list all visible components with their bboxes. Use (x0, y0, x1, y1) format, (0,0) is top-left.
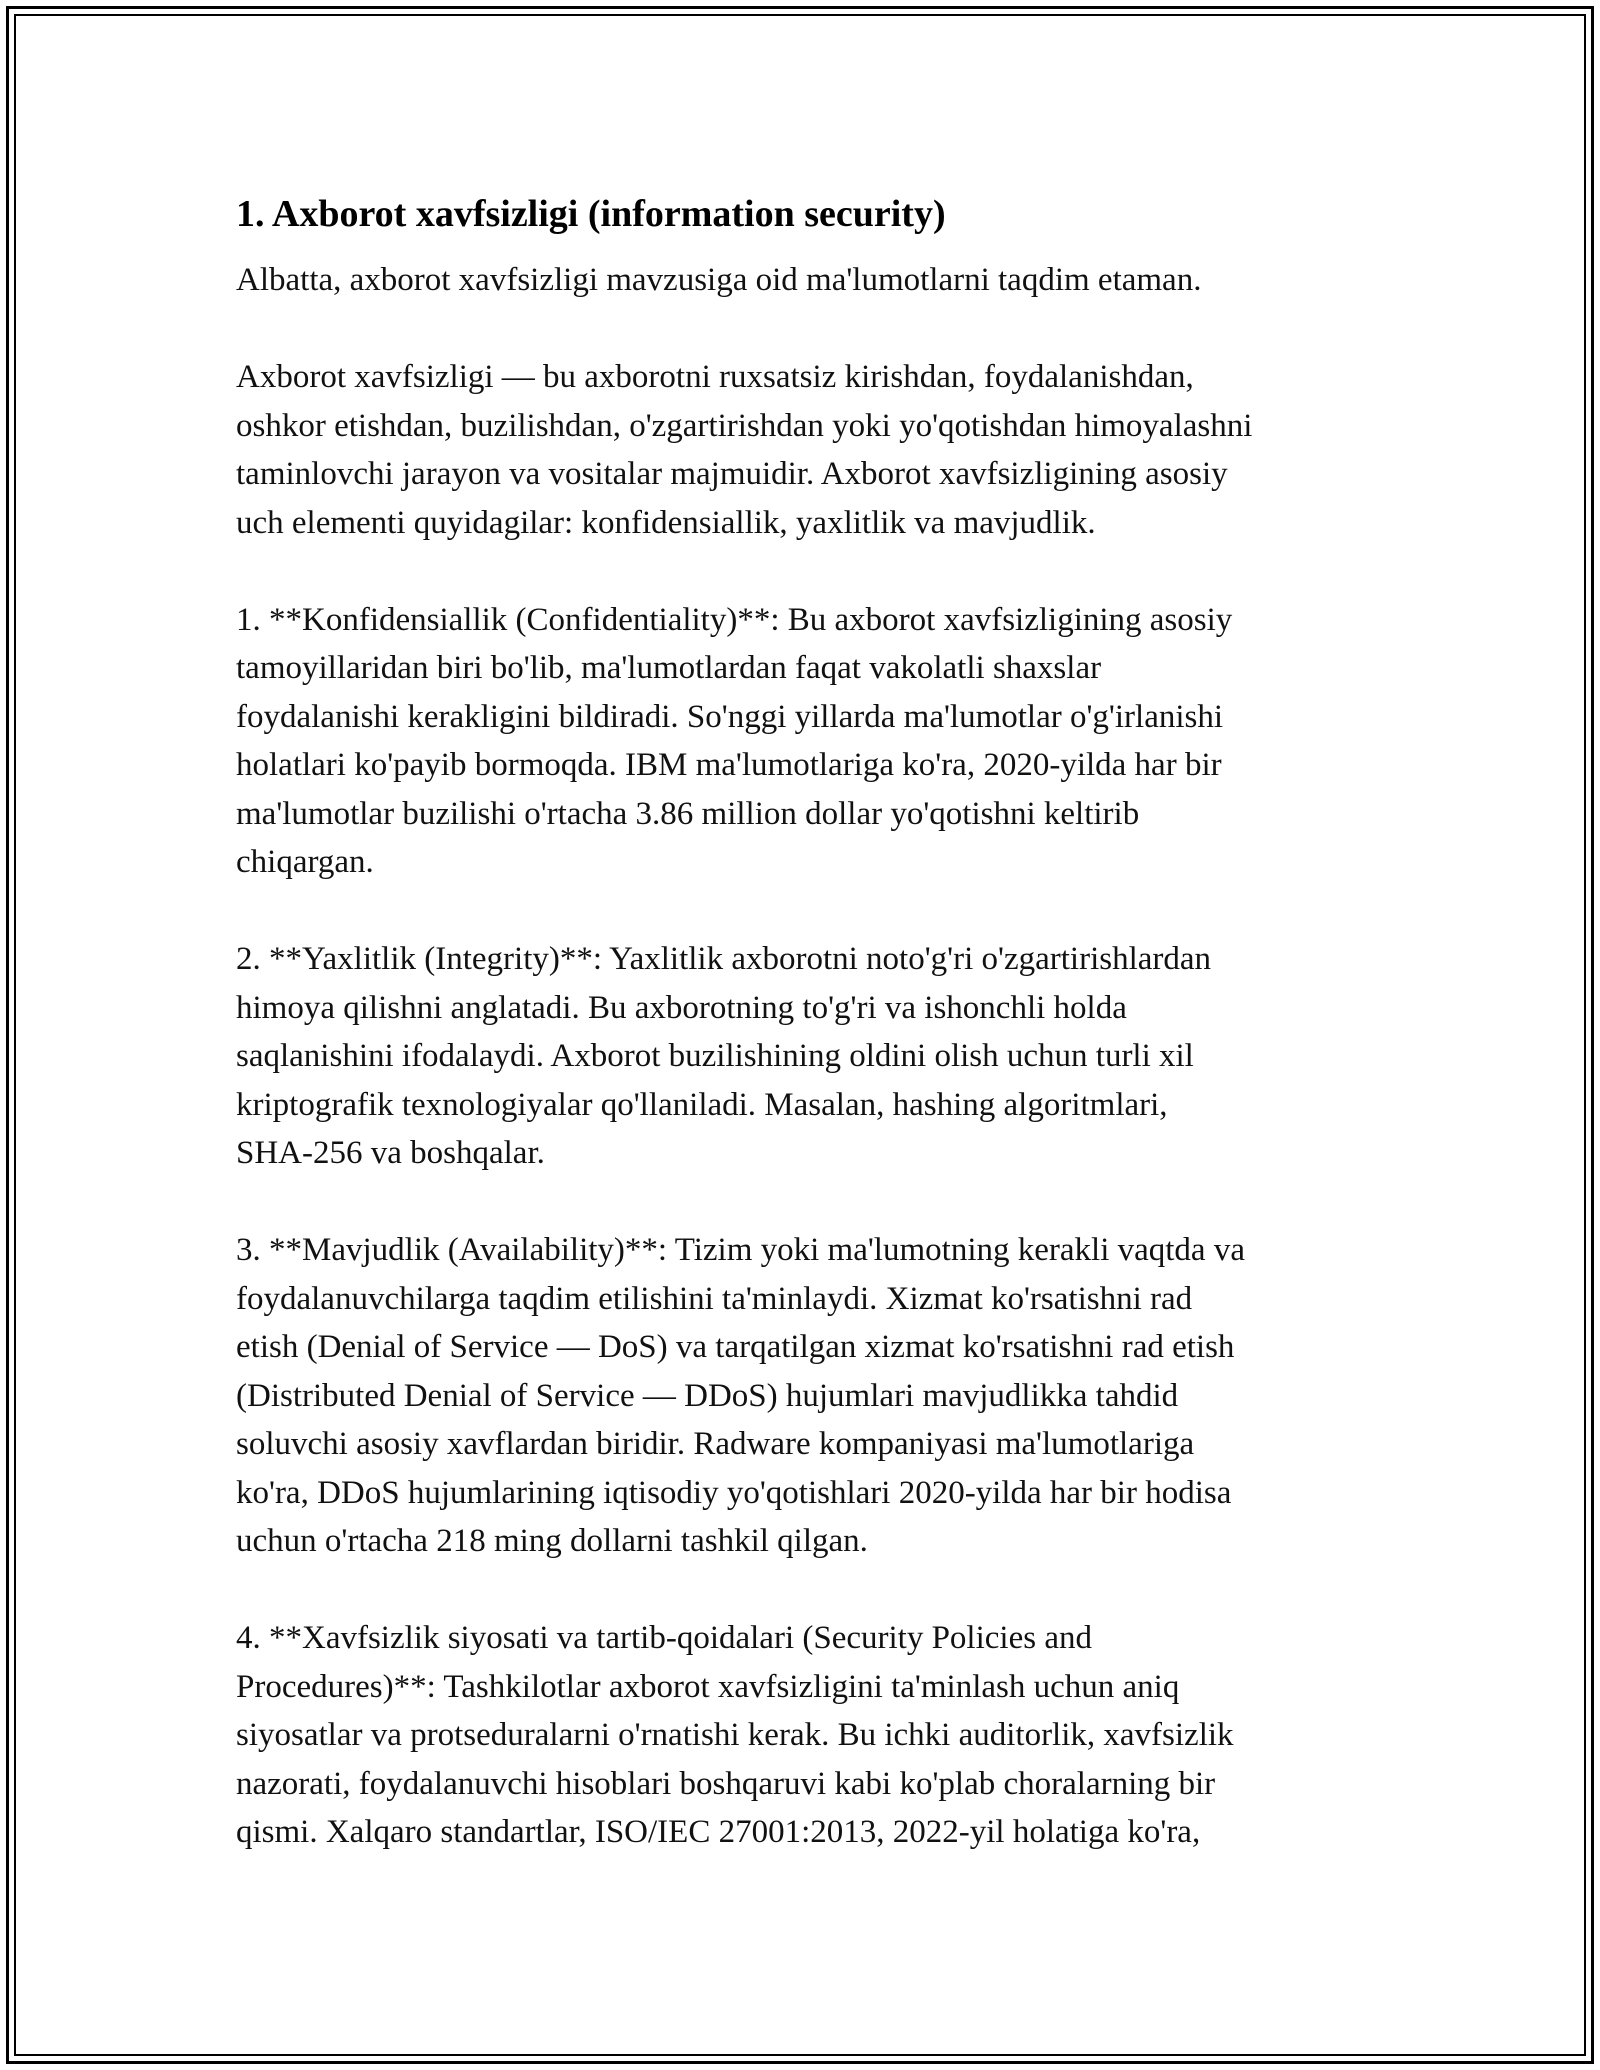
page-title: 1. Axborot xavfsizligi (information security) (236, 193, 946, 235)
paragraph-definition (236, 353, 1386, 547)
text-line: siyosatlar va protseduralarni o'rnatishi kerak. Bu ichki auditorlik, xavfsizlik (236, 1717, 1234, 1753)
paragraph-confidentiality (236, 596, 1386, 887)
text-line: Axborot xavfsizligi — bu axborotni ruxsatsiz kirishdan, foydalanishdan, (236, 359, 1194, 395)
text-line: taminlovchi jarayon va vositalar majmuidir. Axborot xavfsizligining asosiy (236, 456, 1228, 492)
text-line: 1. **Konfidensiallik (Confidentiality)**: Bu axborot xavfsizligining asosiy (236, 601, 1233, 638)
text-line: foydalanuvchilarga taqdim etilishini ta'minlaydi. Xizmat ko'rsatishni rad (236, 1280, 1193, 1317)
document-body (236, 188, 1386, 1905)
text-line: nazorati, foydalanuvchi hisoblari boshqaruvi kabi ko'plab choralarning bir (236, 1765, 1216, 1802)
text-line: kriptografik texnologiyalar qo'llaniladi. Masalan, hashing algoritmlari, (236, 1086, 1168, 1123)
paragraph-intro (236, 256, 1386, 305)
text-line: saqlanishini ifodalaydi. Axborot buzilishining oldini olish uchun turli xil (236, 1038, 1194, 1074)
paragraph-integrity (236, 935, 1386, 1178)
text-line: 2. **Yaxlitlik (Integrity)**: Yaxlitlik axborotni noto'g'ri o'zgartirishlardan (236, 941, 1212, 977)
paragraph-availability (236, 1226, 1386, 1566)
text-line: ma'lumotlar buzilishi o'rtacha 3.86 million dollar yo'qotishni keltirib (236, 795, 1140, 832)
text-line: 4. **Xavfsizlik siyosati va tartib-qoidalari (Security Policies and (236, 1620, 1092, 1656)
text-line: uch elementi quyidagilar: konfidensiallik, yaxlitlik va mavjudlik. (236, 504, 1096, 541)
text-line: tamoyillaridan biri bo'lib, ma'lumotlardan faqat vakolatli shaxslar (236, 650, 1102, 686)
text-line: etish (Denial of Service — DoS) va tarqatilgan xizmat ko'rsatishni rad etish (236, 1329, 1235, 1365)
text-line: 3. **Mavjudlik (Availability)**: Tizim yoki ma'lumotning kerakli vaqtda va (236, 1232, 1245, 1268)
text-line: himoya qilishni anglatadi. Bu axborotning to'g'ri va ishonchli holda (236, 989, 1127, 1026)
text-line: chiqargan. (236, 844, 374, 880)
text-line: Albatta, axborot xavfsizligi mavzusiga oid ma'lumotlarni taqdim etaman. (236, 262, 1202, 298)
text-line: uchun o'rtacha 218 ming dollarni tashkil qilgan. (236, 1523, 868, 1559)
text-line: foydalanishi kerakligini bildiradi. So'nggi yillarda ma'lumotlar o'g'irlanishi (236, 698, 1224, 735)
text-line: qismi. Xalqaro standartlar, ISO/IEC 27001:2013, 2022-yil holatiga ko'ra, (236, 1814, 1201, 1850)
text-line: holatlari ko'payib bormoqda. IBM ma'lumotlariga ko'ra, 2020-yilda har bir (236, 747, 1222, 783)
paragraph-security-policies (236, 1614, 1386, 1857)
text-line: SHA-256 va boshqalar. (236, 1135, 545, 1171)
text-line: ko'ra, DDoS hujumlarining iqtisodiy yo'qotishlari 2020-yilda har bir hodisa (236, 1474, 1232, 1511)
text-line: (Distributed Denial of Service — DDoS) hujumlari mavjudlikka tahdid (236, 1377, 1179, 1414)
text-line: soluvchi asosiy xavflardan biridir. Radware kompaniyasi ma'lumotlariga (236, 1426, 1195, 1462)
text-line: Procedures)**: Tashkilotlar axborot xavfsizligini ta'minlash uchun aniq (236, 1668, 1180, 1705)
text-line: oshkor etishdan, buzilishdan, o'zgartirishdan yoki yo'qotishdan himoyalashni (236, 407, 1253, 444)
